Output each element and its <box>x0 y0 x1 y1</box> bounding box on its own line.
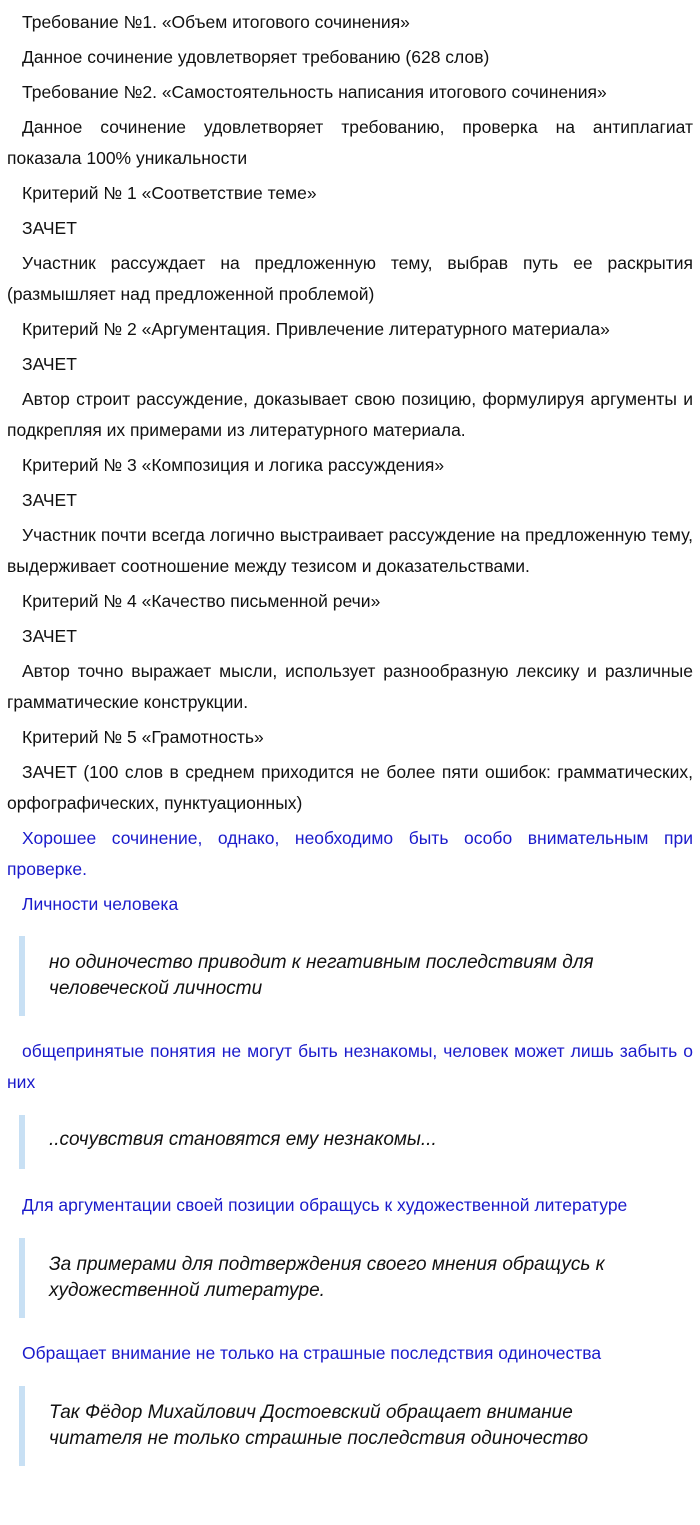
review-document <box>0 7 700 1466</box>
requirement-1-heading: Требование №1. «Объем итогового сочинения» <box>22 12 410 32</box>
criterion-5-grade: ЗАЧЕТ (100 слов в среднем приходится не более пяти ошибок: грамматических, орфографических, пунктуационных) <box>7 762 693 813</box>
essay-quote-4: Так Фёдор Михайлович Достоевский обращает внимание читателя не только страшные последствия одиночество <box>19 1386 693 1466</box>
requirement-2-result: Данное сочинение удовлетворяет требованию, проверка на антиплагиат показала 100% уникальности <box>7 117 693 168</box>
criterion-1-heading: Критерий № 1 «Соответствие теме» <box>22 183 317 203</box>
reviewer-note-2: общепринятые понятия не могут быть незнакомы, человек может лишь забыть о них <box>7 1041 693 1092</box>
criterion-2-heading: Критерий № 2 «Аргументация. Привлечение литературного материала» <box>22 319 610 339</box>
criterion-5-heading: Критерий № 5 «Грамотность» <box>22 727 264 747</box>
requirement-2-heading: Требование №2. «Самостоятельность написания итогового сочинения» <box>22 82 607 102</box>
essay-quote-3: За примерами для подтверждения своего мнения обращусь к художественной литературе. <box>19 1238 693 1318</box>
criterion-3-grade: ЗАЧЕТ <box>22 490 77 510</box>
reviewer-note-1: Личности человека <box>22 894 179 914</box>
criterion-4-grade: ЗАЧЕТ <box>22 626 77 646</box>
overall-comment: Хорошее сочинение, однако, необходимо быть особо внимательным при проверке. <box>7 828 693 879</box>
criterion-3-heading: Критерий № 3 «Композиция и логика рассуждения» <box>22 455 445 475</box>
criterion-2-grade: ЗАЧЕТ <box>22 354 77 374</box>
reviewer-note-3: Для аргументации своей позиции обращусь к художественной литературе <box>22 1195 628 1215</box>
essay-quote-1: но одиночество приводит к негативным последствиям для человеческой личности <box>19 936 693 1016</box>
criterion-3-comment: Участник почти всегда логично выстраивает рассуждение на предложенную тему, выдерживает соотношение между тезисом и доказательствами. <box>7 525 693 576</box>
essay-quote-2: ..сочувствия становятся ему незнакомы... <box>19 1115 693 1169</box>
requirement-1-result: Данное сочинение удовлетворяет требованию (628 слов) <box>22 47 490 67</box>
criterion-4-heading: Критерий № 4 «Качество письменной речи» <box>22 591 381 611</box>
criterion-2-comment: Автор строит рассуждение, доказывает свою позицию, формулируя аргументы и подкрепляя их примерами из литературного материала. <box>7 389 693 440</box>
criterion-1-comment: Участник рассуждает на предложенную тему, выбрав путь ее раскрытия (размышляет над предложенной проблемой) <box>7 253 693 304</box>
criterion-1-grade: ЗАЧЕТ <box>22 218 77 238</box>
criterion-4-comment: Автор точно выражает мысли, использует разнообразную лексику и различные грамматические конструкции. <box>7 661 693 712</box>
reviewer-note-4: Обращает внимание не только на страшные последствия одиночества <box>22 1343 602 1363</box>
